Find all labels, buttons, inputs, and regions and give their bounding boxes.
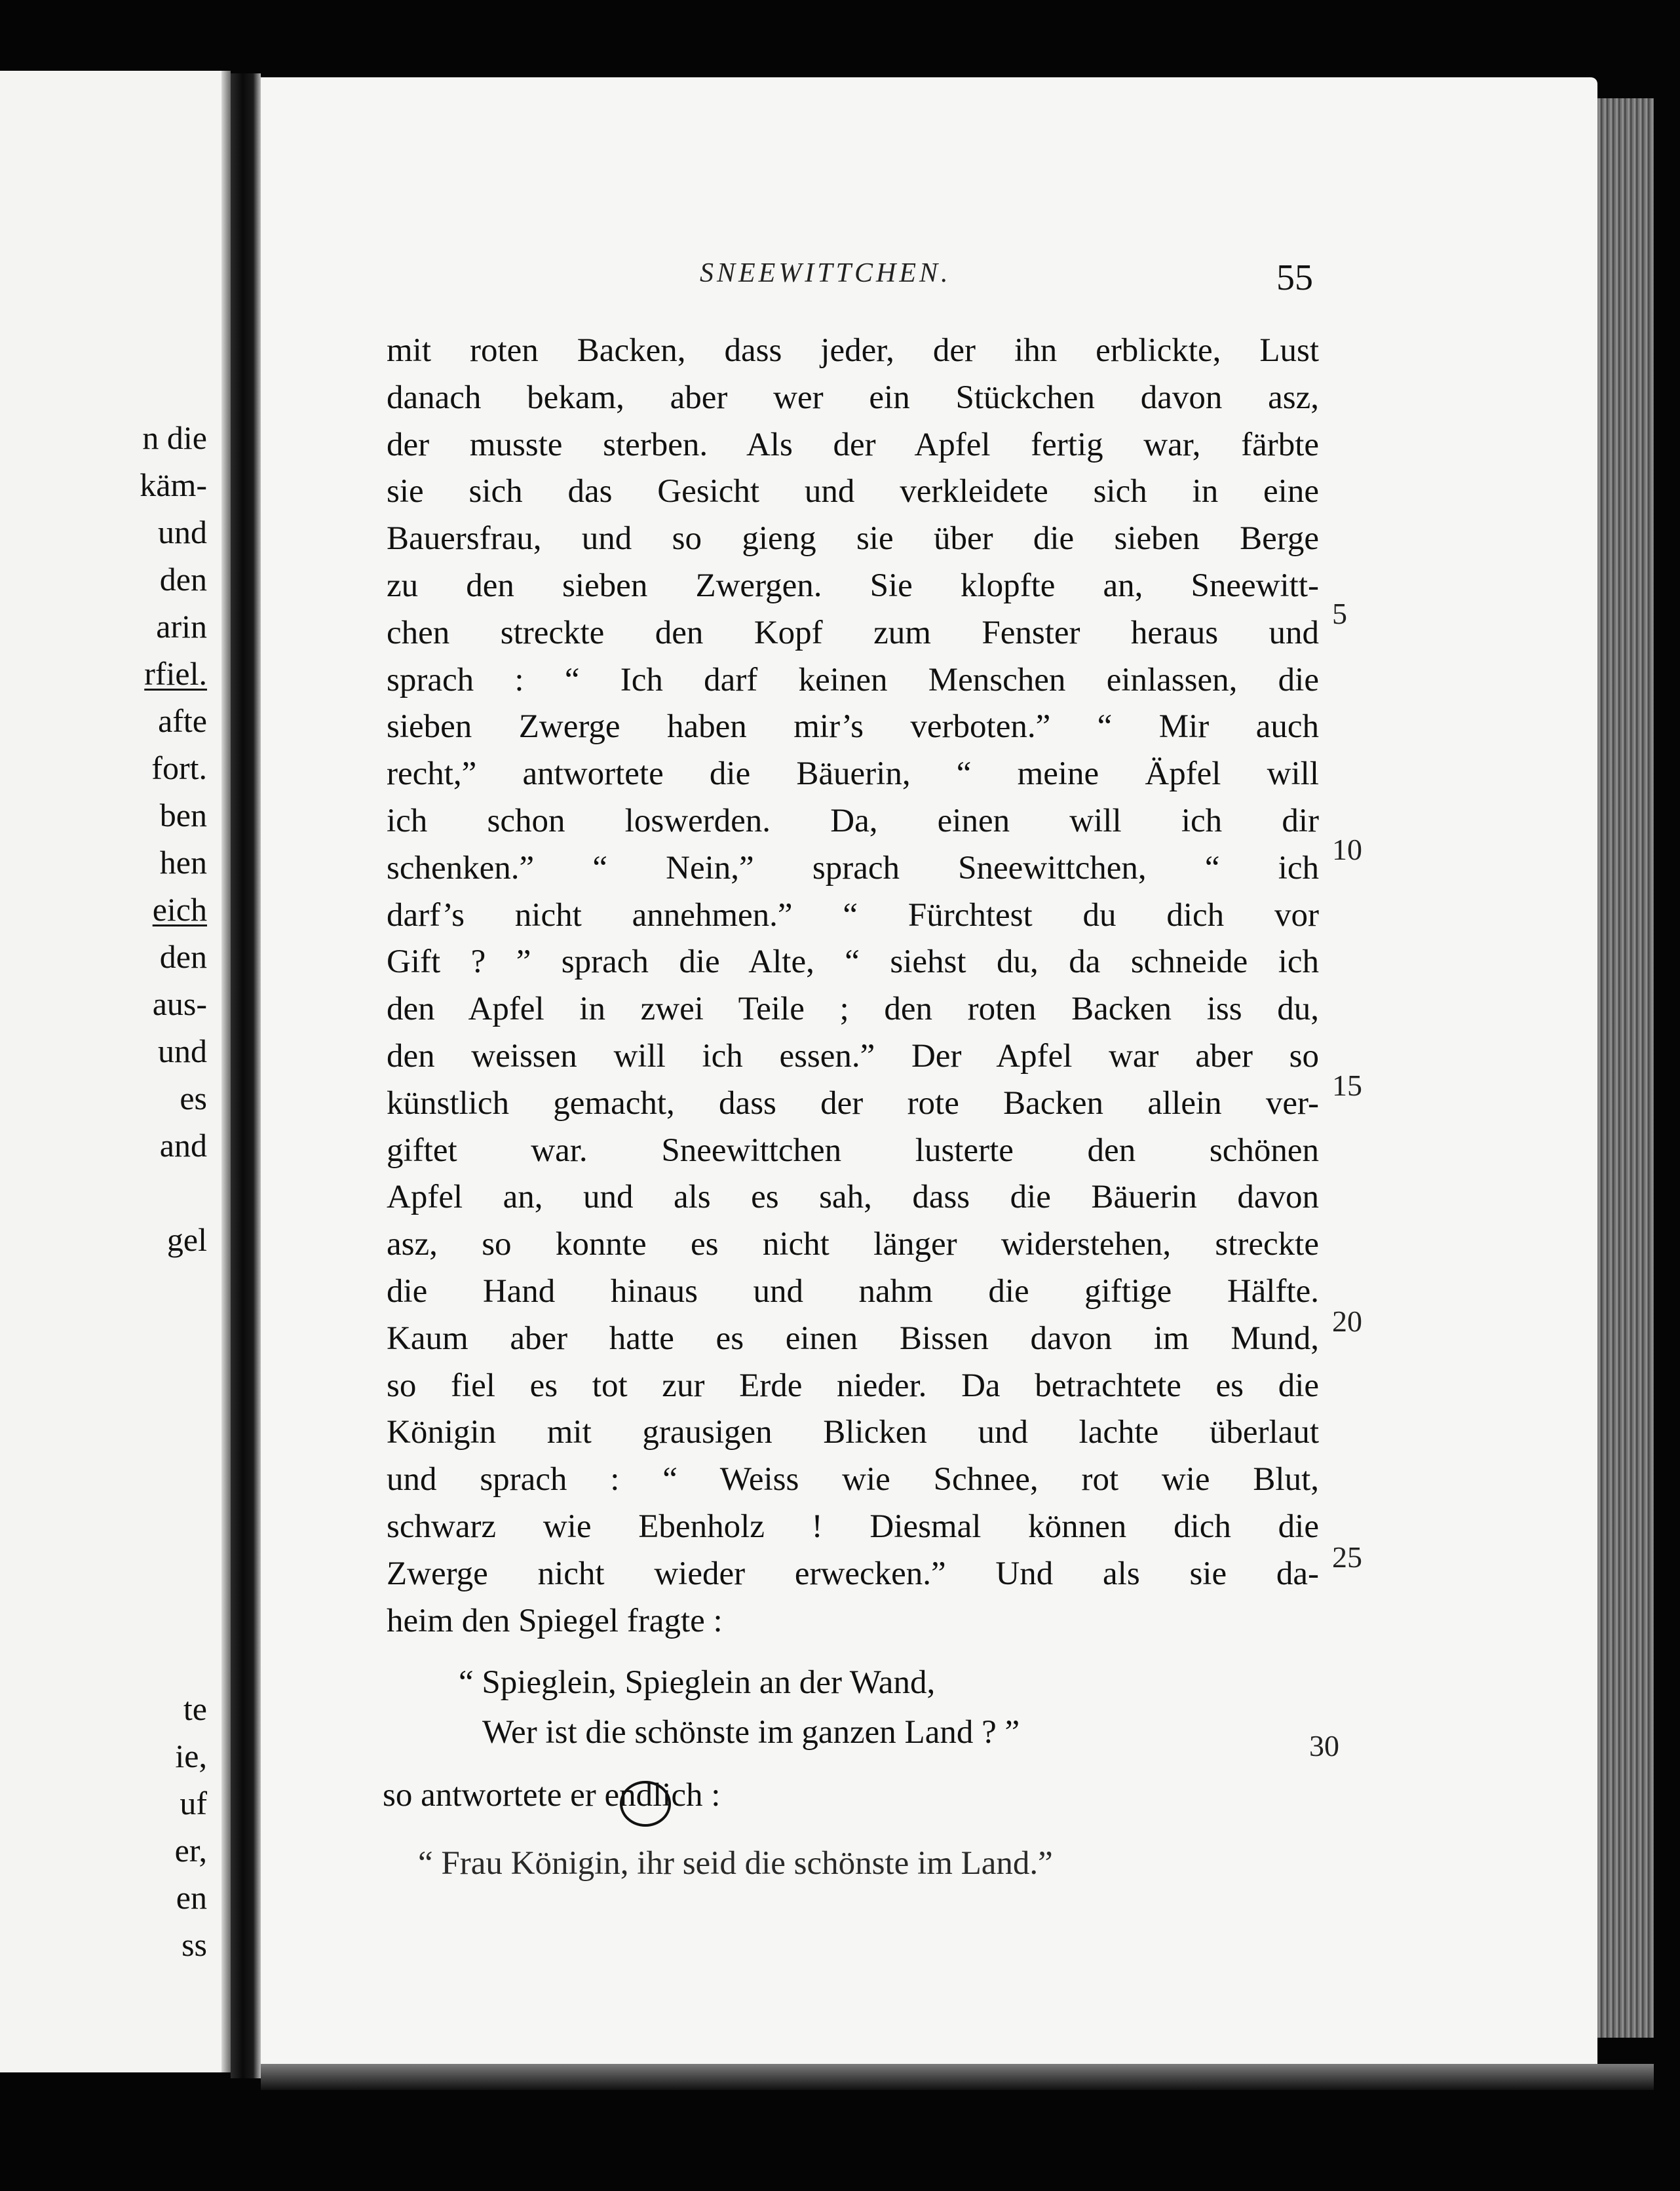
left-fragment: afte [158,702,207,739]
left-fragment: den [159,561,207,598]
left-fragment: te [183,1690,207,1727]
left-fragment: and [159,1127,207,1164]
text-line: und sprach : “ Weiss wie Schnee, rot wie Blut, [387,1461,1319,1498]
text-line: Zwerge nicht wieder erwecken.” Und als sie da- [387,1555,1319,1592]
text-line: chen streckte den Kopf zum Fenster heraus und [387,614,1319,651]
running-head: SNEEWITTCHEN. [700,258,951,288]
text-line: danach bekam, aber wer ein Stückchen davon asz, [387,379,1319,416]
body-text [387,328,1319,1645]
final-verse-line: “ Frau Königin, ihr seid die schönste im Land.” [418,1845,1053,1882]
book-gutter [231,73,261,2078]
left-fragment: uf [180,1785,207,1821]
text-line: sieben Zwerge haben mir’s verboten.” “ Mir auch [387,708,1319,746]
after-verse-line: so antwortete er endlich : [383,1777,721,1814]
left-fragment: käm- [140,467,207,503]
left-fragment: aus- [152,985,207,1022]
left-fragment: ss [181,1926,207,1963]
text-line: so fiel es tot zur Erde nieder. Da betrachtete es die [387,1367,1319,1404]
text-line: asz, so konnte es nicht länger widerstehen, streckte [387,1226,1319,1263]
text-line: zu den sieben Zwergen. Sie klopfte an, Sneewitt- [387,567,1319,604]
line-number-30: 30 [1309,1729,1339,1762]
verse-line-1: “ Spieglein, Spieglein an der Wand, [459,1664,936,1701]
text-line: die Hand hinaus und nahm die giftige Hälfte. [387,1272,1319,1310]
left-fragment: ie, [175,1738,207,1774]
line-number-10: 10 [1332,833,1362,866]
text-line: den weissen will ich essen.” Der Apfel war aber so [387,1037,1319,1075]
text-line: heim den Spiegel fragte : [387,1602,723,1639]
left-fragment: eich [152,891,207,928]
left-page-edge [221,71,231,2072]
left-fragment: n die [142,419,207,456]
left-fragment: rfiel. [144,655,207,692]
line-number-20: 20 [1332,1305,1362,1338]
left-page [0,71,231,2072]
text-line: sprach : “ Ich darf keinen Menschen einlassen, die [387,661,1319,698]
left-fragment: en [176,1879,207,1916]
left-fragment: gel [166,1221,207,1258]
page-number: 55 [1276,257,1313,298]
text-line: recht,” antwortete die Bäuerin, “ meine Äpfel will [387,755,1319,793]
text-line: schwarz wie Ebenholz ! Diesmal können dich die [387,1508,1319,1545]
left-fragment: den [159,938,207,975]
text-line: ich schon loswerden. Da, einen will ich dir [387,802,1319,839]
text-line: schenken.” “ Nein,” sprach Sneewittchen, “ ich [387,849,1319,886]
left-fragment: und [158,514,207,550]
text-line: Kaum aber hatte es einen Bissen davon im Mund, [387,1320,1319,1357]
left-fragment: fort. [151,750,207,786]
line-number-5: 5 [1332,597,1347,630]
left-fragment: und [158,1033,207,1069]
left-fragment: hen [159,844,207,881]
text-line: Apfel an, und als es sah, dass die Bäuerin davon [387,1179,1319,1216]
left-fragment: er, [174,1832,207,1869]
text-line: Gift ? ” sprach die Alte, “ siehst du, da schneide ich [387,943,1319,981]
line-number-15: 15 [1332,1069,1362,1102]
text-line: künstlich gemacht, dass der rote Backen allein ver- [387,1084,1319,1122]
page-edges [1597,98,1654,2038]
right-page [261,77,1597,2076]
line-number-25: 25 [1332,1540,1362,1574]
left-fragment: ben [159,797,207,833]
text-line: giftet war. Sneewittchen lusterte den schönen [387,1132,1319,1169]
text-line: den Apfel in zwei Teile ; den roten Backen iss du, [387,991,1319,1028]
text-line: darf’s nicht annehmen.” “ Fürchtest du dich vor [387,896,1319,934]
bottom-shadow [261,2064,1654,2090]
left-fragment: arin [156,608,207,645]
left-fragment: es [180,1080,207,1116]
verse-line-2: Wer ist die schönste im ganzen Land ? ” [482,1714,1020,1751]
text-line: mit roten Backen, dass jeder, der ihn erblickte, Lust [387,332,1319,369]
pen-circle-mark [620,1781,671,1827]
text-line: sie sich das Gesicht und verkleidete sich in eine [387,473,1319,510]
text-line: der musste sterben. Als der Apfel fertig war, färbte [387,426,1319,463]
text-line: Bauersfrau, und so gieng sie über die sieben Berge [387,520,1319,558]
text-line: Königin mit grausigen Blicken und lachte überlaut [387,1414,1319,1451]
